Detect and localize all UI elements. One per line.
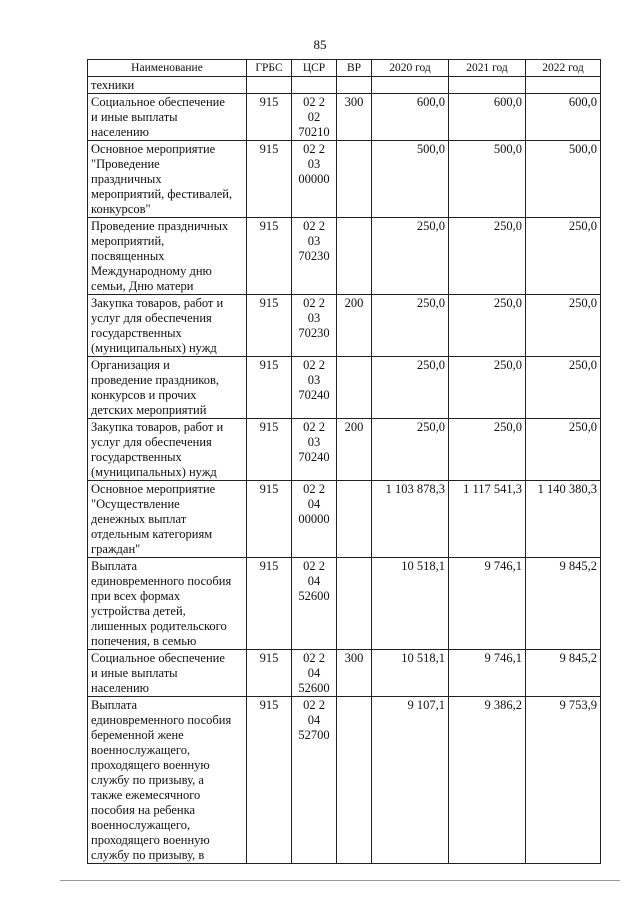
cell-name-line: Выплата (91, 698, 138, 712)
cell-name-line: граждан" (91, 542, 141, 556)
cell-grbs: 915 (247, 419, 292, 481)
cell-name-line: лишенных родительского (91, 619, 227, 633)
cell-csr-line: 52700 (298, 728, 330, 742)
cell-y2020: 9 107,1 (372, 697, 449, 864)
cell-name-line: Выплата (91, 559, 138, 573)
cell-name (88, 697, 247, 864)
cell-grbs: 915 (247, 481, 292, 558)
cell-csr (292, 94, 337, 141)
table-row (88, 650, 601, 697)
cell-csr-line: 70240 (298, 450, 330, 464)
cell-name (88, 481, 247, 558)
cell-name-line: службу по призыву, в (91, 848, 205, 862)
cell-csr-line: 03 (307, 311, 321, 325)
cell-name-line: Основное мероприятие (91, 482, 216, 496)
cell-name-line: государственных (91, 326, 182, 340)
cell-name (88, 357, 247, 419)
cell-csr (292, 419, 337, 481)
cell-name-line: Проведение праздничных (91, 219, 229, 233)
cell-name-line: проведение праздников, (91, 373, 220, 387)
cell-csr-line: 00000 (298, 172, 330, 186)
cell-name (88, 295, 247, 357)
cell-name-line: (муниципальных) нужд (91, 465, 217, 479)
cell-csr-line: 02 2 (303, 219, 325, 233)
cell-vr (337, 77, 372, 94)
cell-name-line: конкурсов" (91, 202, 151, 216)
cell-csr-line: 02 2 (303, 358, 325, 372)
cell-name (88, 218, 247, 295)
cell-name (88, 141, 247, 218)
cell-csr-line: 04 (307, 574, 321, 588)
cell-y2022: 600,0 (526, 94, 601, 141)
cell-csr (292, 650, 337, 697)
table-row (88, 94, 601, 141)
cell-csr-line: 02 2 (303, 95, 325, 109)
cell-csr (292, 218, 337, 295)
cell-grbs: 915 (247, 218, 292, 295)
cell-grbs: 915 (247, 94, 292, 141)
cell-vr (337, 558, 372, 650)
cell-name-line: техники (91, 78, 135, 92)
cell-y2022: 1 140 380,3 (526, 481, 601, 558)
cell-name-line: Международному дню (91, 264, 212, 278)
cell-csr-line: 02 2 (303, 420, 325, 434)
cell-y2020: 10 518,1 (372, 650, 449, 697)
cell-name-line: мероприятий, (91, 234, 165, 248)
cell-y2022: 250,0 (526, 295, 601, 357)
header-vr: ВР (337, 60, 372, 77)
table-row (88, 558, 601, 650)
cell-y2021: 9 746,1 (449, 558, 526, 650)
cell-csr-line: 00000 (298, 512, 330, 526)
cell-grbs: 915 (247, 697, 292, 864)
table-row (88, 357, 601, 419)
cell-y2020: 10 518,1 (372, 558, 449, 650)
cell-name-line: Социальное обеспечение (91, 95, 225, 109)
cell-csr (292, 77, 337, 94)
page-bottom-divider (60, 880, 620, 881)
cell-y2020: 600,0 (372, 94, 449, 141)
cell-name-line: денежных выплат (91, 512, 187, 526)
cell-name-line: посвященных (91, 249, 165, 263)
cell-csr-line: 03 (307, 157, 321, 171)
cell-name-line: Основное мероприятие (91, 142, 216, 156)
cell-name-line: и иные выплаты (91, 110, 178, 124)
header-csr: ЦСР (292, 60, 337, 77)
cell-csr (292, 481, 337, 558)
cell-y2021: 250,0 (449, 357, 526, 419)
cell-y2021: 250,0 (449, 419, 526, 481)
cell-y2020 (372, 77, 449, 94)
cell-name-line: беременной жене (91, 728, 184, 742)
cell-y2022: 500,0 (526, 141, 601, 218)
cell-csr-line: 02 (307, 110, 321, 124)
cell-name-line: услуг для обеспечения (91, 311, 212, 325)
cell-name-line: праздничных (91, 172, 162, 186)
cell-y2020: 250,0 (372, 295, 449, 357)
cell-y2020: 250,0 (372, 419, 449, 481)
cell-name (88, 650, 247, 697)
table-row (88, 218, 601, 295)
cell-name (88, 558, 247, 650)
cell-y2020: 1 103 878,3 (372, 481, 449, 558)
cell-csr-line: 52600 (298, 589, 330, 603)
cell-vr (337, 357, 372, 419)
cell-csr-line: 02 2 (303, 559, 325, 573)
cell-csr (292, 697, 337, 864)
cell-y2021: 9 746,1 (449, 650, 526, 697)
table-row (88, 697, 601, 864)
table-row (88, 481, 601, 558)
header-2020: 2020 год (372, 60, 449, 77)
header-2022: 2022 год (526, 60, 601, 77)
cell-name-line: попечения, в семью (91, 634, 197, 648)
cell-name-line: конкурсов и прочих (91, 388, 197, 402)
cell-csr-line: 70240 (298, 388, 330, 402)
header-grbs: ГРБС (247, 60, 292, 77)
cell-name-line: Организация и (91, 358, 170, 372)
cell-name-line: военнослужащего, (91, 743, 191, 757)
cell-name-line: мероприятий, фестивалей, (91, 187, 233, 201)
cell-grbs (247, 77, 292, 94)
cell-y2021: 250,0 (449, 218, 526, 295)
cell-csr-line: 03 (307, 373, 321, 387)
page-number: 85 (313, 37, 327, 52)
cell-csr-line: 02 2 (303, 698, 325, 712)
budget-table (87, 59, 601, 864)
cell-name-line: проходящего военную (91, 758, 210, 772)
cell-grbs: 915 (247, 141, 292, 218)
cell-name-line: проходящего военную (91, 833, 210, 847)
cell-name-line: Закупка товаров, работ и (91, 296, 224, 310)
cell-name-line: устройства детей, (91, 604, 186, 618)
cell-y2021 (449, 77, 526, 94)
cell-name-line: службу по призыву, а (91, 773, 204, 787)
cell-name-line: населению (91, 125, 149, 139)
cell-name-line: населению (91, 681, 149, 695)
cell-name-line: детских мероприятий (91, 403, 207, 417)
cell-csr (292, 558, 337, 650)
cell-csr-line: 04 (307, 713, 321, 727)
cell-name-line: единовременного пособия (91, 574, 232, 588)
cell-vr: 200 (337, 295, 372, 357)
cell-csr-line: 70210 (298, 125, 330, 139)
cell-name-line: "Проведение (91, 157, 160, 171)
cell-vr (337, 481, 372, 558)
cell-name-line: семьи, Дню матери (91, 279, 194, 293)
cell-csr-line: 02 2 (303, 296, 325, 310)
table-row (88, 295, 601, 357)
header-2021: 2021 год (449, 60, 526, 77)
cell-csr-line: 02 2 (303, 142, 325, 156)
header-name: Наименование (88, 60, 247, 77)
cell-y2020: 500,0 (372, 141, 449, 218)
cell-y2022 (526, 77, 601, 94)
cell-csr-line: 70230 (298, 326, 330, 340)
cell-vr: 200 (337, 419, 372, 481)
cell-name (88, 419, 247, 481)
cell-name-line: и иные выплаты (91, 666, 178, 680)
cell-name-line: Закупка товаров, работ и (91, 420, 224, 434)
cell-name-line: также ежемесячного (91, 788, 201, 802)
cell-csr-line: 03 (307, 435, 321, 449)
cell-name (88, 77, 247, 94)
cell-y2021: 500,0 (449, 141, 526, 218)
cell-grbs: 915 (247, 295, 292, 357)
cell-name-line: (муниципальных) нужд (91, 341, 217, 355)
cell-csr (292, 357, 337, 419)
cell-y2021: 1 117 541,3 (449, 481, 526, 558)
cell-y2022: 250,0 (526, 419, 601, 481)
table-body (88, 77, 601, 864)
cell-grbs: 915 (247, 357, 292, 419)
cell-name-line: при всех формах (91, 589, 181, 603)
cell-grbs: 915 (247, 650, 292, 697)
cell-y2020: 250,0 (372, 357, 449, 419)
cell-y2022: 9 845,2 (526, 650, 601, 697)
cell-grbs: 915 (247, 558, 292, 650)
cell-csr-line: 04 (307, 497, 321, 511)
cell-csr (292, 295, 337, 357)
cell-name-line: единовременного пособия (91, 713, 232, 727)
cell-y2022: 9 845,2 (526, 558, 601, 650)
cell-y2020: 250,0 (372, 218, 449, 295)
cell-y2021: 600,0 (449, 94, 526, 141)
cell-vr: 300 (337, 650, 372, 697)
cell-name (88, 94, 247, 141)
cell-vr: 300 (337, 94, 372, 141)
cell-csr-line: 04 (307, 666, 321, 680)
cell-csr-line: 52600 (298, 681, 330, 695)
table-row (88, 141, 601, 218)
table-row (88, 77, 601, 94)
cell-name-line: услуг для обеспечения (91, 435, 212, 449)
cell-vr (337, 218, 372, 295)
cell-vr (337, 697, 372, 864)
cell-y2021: 9 386,2 (449, 697, 526, 864)
cell-csr-line: 02 2 (303, 651, 325, 665)
cell-name-line: военнослужащего, (91, 818, 191, 832)
cell-y2022: 250,0 (526, 357, 601, 419)
cell-name-line: отдельным категориям (91, 527, 213, 541)
cell-name-line: государственных (91, 450, 182, 464)
cell-y2022: 9 753,9 (526, 697, 601, 864)
cell-name-line: "Осуществление (91, 497, 180, 511)
table-row (88, 419, 601, 481)
cell-y2021: 250,0 (449, 295, 526, 357)
cell-vr (337, 141, 372, 218)
cell-csr-line: 02 2 (303, 482, 325, 496)
cell-name-line: Социальное обеспечение (91, 651, 225, 665)
cell-csr (292, 141, 337, 218)
cell-csr-line: 03 (307, 234, 321, 248)
cell-y2022: 250,0 (526, 218, 601, 295)
table-header-row (88, 60, 601, 77)
cell-name-line: пособия на ребенка (91, 803, 195, 817)
cell-csr-line: 70230 (298, 249, 330, 263)
